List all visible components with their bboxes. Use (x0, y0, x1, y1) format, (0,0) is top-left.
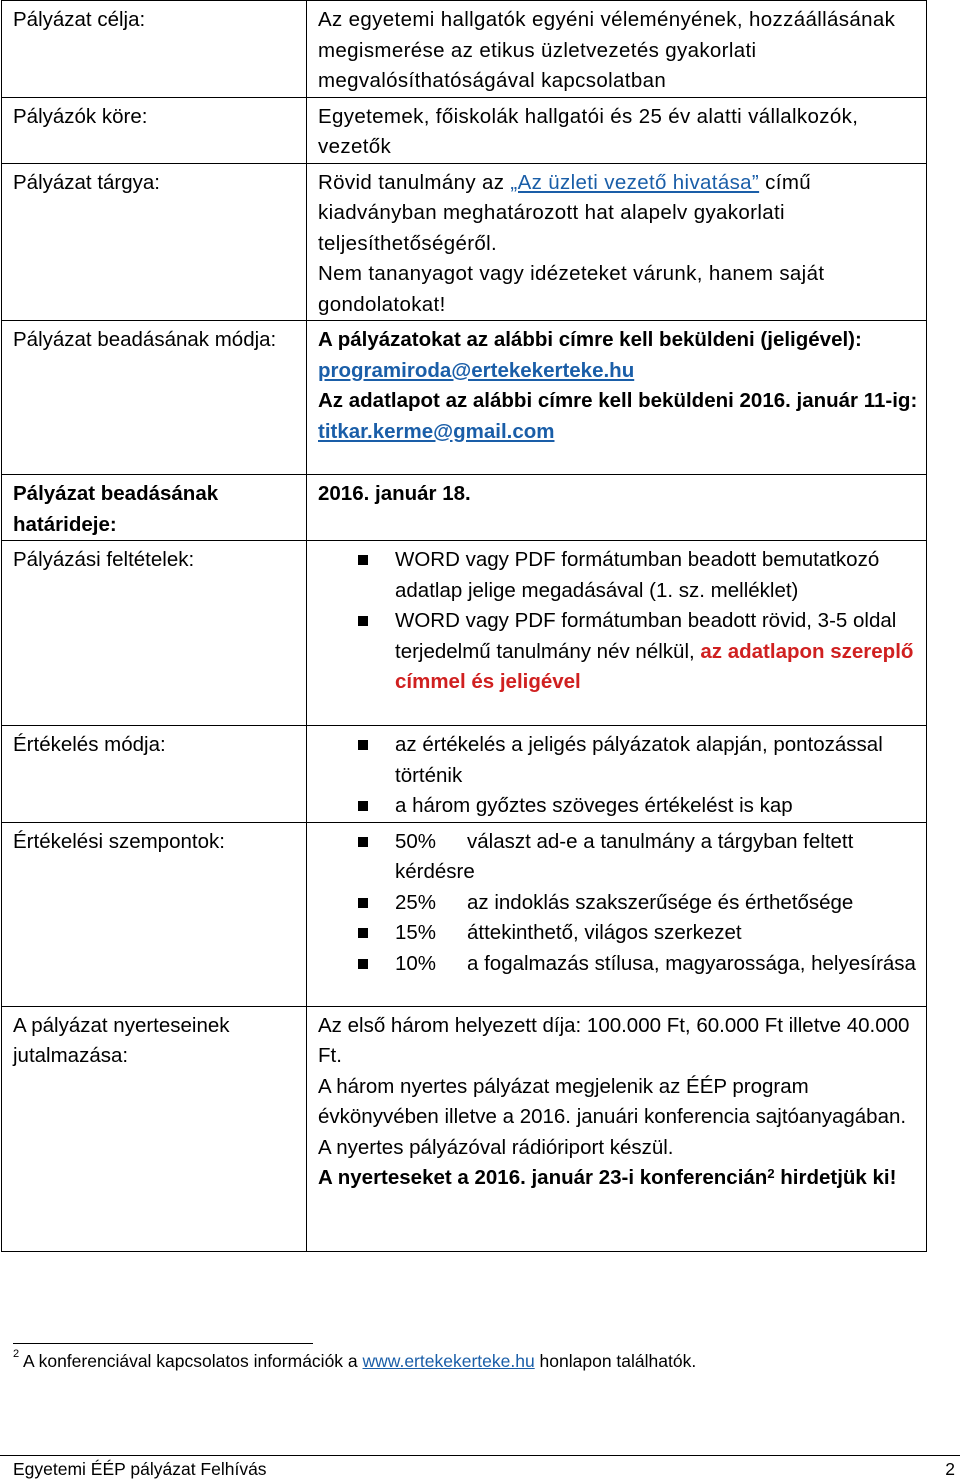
criterion-percent: 50% (395, 829, 437, 853)
label-feltetelek: Pályázási feltételek: (2, 541, 307, 726)
square-bullet-icon (358, 555, 368, 565)
list-item (358, 918, 922, 949)
criterion-text: a fogalmazás stílusa, magyarossága, helyesírása (467, 951, 916, 975)
value-mod (307, 321, 927, 475)
footnote: $^2$ A konferenciával kapcsolatos információk a www.ertekekerteke.hu honlapon találhatók. (13, 1348, 697, 1371)
programiroda-email-link[interactable]: programiroda@ertekekerteke.hu (318, 358, 635, 382)
row-ertekeles (2, 726, 927, 823)
label-mod: Pályázat beadásának módja: (2, 321, 307, 475)
square-bullet-icon (358, 801, 368, 811)
criterion-text: választ ad-e a tanulmány a tárgyban feltett kérdésre (395, 829, 854, 883)
footnote-number: 2 (13, 1348, 20, 1360)
row-mod (2, 321, 927, 475)
value-feltetelek (307, 541, 927, 726)
prize-amounts: Az első három helyezett díja: 100.000 Ft, 60.000 Ft illetve 40.000 Ft. (318, 1013, 910, 1067)
label-hatarido: Pályázat beadásának határideje: (2, 475, 307, 541)
square-bullet-icon (358, 959, 368, 969)
red-emphasis: az adatlapon szereplő címmel és jeligével (395, 639, 914, 693)
footnote-separator (13, 1343, 313, 1344)
square-bullet-icon (358, 928, 368, 938)
value-targy (307, 163, 927, 321)
ertekeles-list (318, 730, 922, 822)
row-kor (2, 97, 927, 163)
targy-suffix: című kiadványban meghatározott hat alapelv gyakorlati teljesíthetőségéről. (318, 170, 811, 255)
row-hatarido (2, 475, 927, 541)
footnote-ref: 2 (767, 1166, 775, 1181)
footer-title: Egyetemi ÉÉP pályázat Felhívás (13, 1459, 267, 1479)
label-ertekeles: Értékelés módja: (2, 726, 307, 823)
square-bullet-icon (358, 898, 368, 908)
criterion-text: az indoklás szakszerűsége és érthetősége (467, 890, 854, 914)
row-szempontok (2, 822, 927, 1006)
row-cel (2, 1, 927, 98)
value-cel: Az egyetemi hallgatók egyéni véleményének, hozzáállásának megismerése az etikus üzletvezetés gyakorlati megvalósíthatóságával kapcsolatban (307, 1, 927, 98)
targy-note: Nem tananyagot vagy idézeteket várunk, hanem saját gondolatokat! (318, 262, 825, 316)
list-item: WORD vagy PDF formátumban beadott rövid, 3-5 oldal terjedelmű tanulmány név nélkül, az adatlapon szereplő címmel és jeligével (358, 606, 922, 698)
criterion-percent: 15% (395, 921, 437, 944)
label-kor: Pályázók köre: (2, 97, 307, 163)
list-item (358, 949, 922, 980)
list-item (358, 888, 922, 919)
value-jutalom (307, 1006, 927, 1251)
value-hatarido: 2016. január 18. (307, 475, 927, 541)
value-kor: Egyetemek, főiskolák hallgatói és 25 év alatti vállalkozók, vezetők (307, 97, 927, 163)
list-item: az értékelés a jeligés pályázatok alapján, pontozással történik (358, 730, 922, 791)
label-jutalom: A pályázat nyerteseinek jutalmazása: (2, 1006, 307, 1251)
list-item (358, 827, 922, 888)
criterion-percent: 10% (395, 951, 437, 975)
row-feltetelek (2, 541, 927, 726)
titkar-email-link[interactable]: titkar.kerme@gmail.com (318, 419, 555, 443)
value-szempontok (307, 822, 927, 1006)
szempontok-list (318, 827, 922, 980)
announcement: A nyerteseket a 2016. január 23-i konferencián$^2$ hirdetjük ki! (318, 1166, 897, 1189)
call-details-table (1, 0, 927, 1252)
list-item: WORD vagy PDF formátumban beadott bemutatkozó adatlap jelige megadásával (1. sz. melléklet) (358, 545, 922, 606)
square-bullet-icon (358, 837, 368, 847)
criterion-text: áttekinthető, világos szerkezet (467, 921, 742, 944)
website-link[interactable]: www.ertekekerteke.hu (362, 1351, 535, 1371)
square-bullet-icon (358, 616, 368, 626)
label-szempontok: Értékelési szempontok: (2, 822, 307, 1006)
criterion-percent: 25% (395, 890, 437, 914)
radio-note: A nyertes pályázóval rádióriport készül. (318, 1135, 674, 1159)
label-cel: Pályázat célja: (2, 1, 307, 98)
list-item: a három győztes szöveges értékelést is kap (358, 791, 922, 822)
square-bullet-icon (358, 740, 368, 750)
footer-divider (0, 1455, 960, 1456)
label-targy: Pályázat tárgya: (2, 163, 307, 321)
feltetelek-list (318, 545, 922, 698)
publication-note: A három nyertes pályázat megjelenik az ÉÉP program évkönyvében illetve a 2016. januári konferencia sajtóanyagában. (318, 1074, 907, 1128)
row-jutalom (2, 1006, 927, 1251)
value-ertekeles (307, 726, 927, 823)
row-targy (2, 163, 927, 321)
publication-link[interactable]: „Az üzleti vezető hivatása” (510, 170, 760, 194)
page-number: 2 (945, 1459, 955, 1479)
mod-line2: Az adatlapot az alábbi címre kell beküldeni 2016. január 11-ig: (318, 389, 918, 412)
targy-prefix: Rövid tanulmány az (318, 170, 511, 194)
mod-line1: A pályázatokat az alábbi címre kell beküldeni (jeligével): (318, 328, 862, 351)
